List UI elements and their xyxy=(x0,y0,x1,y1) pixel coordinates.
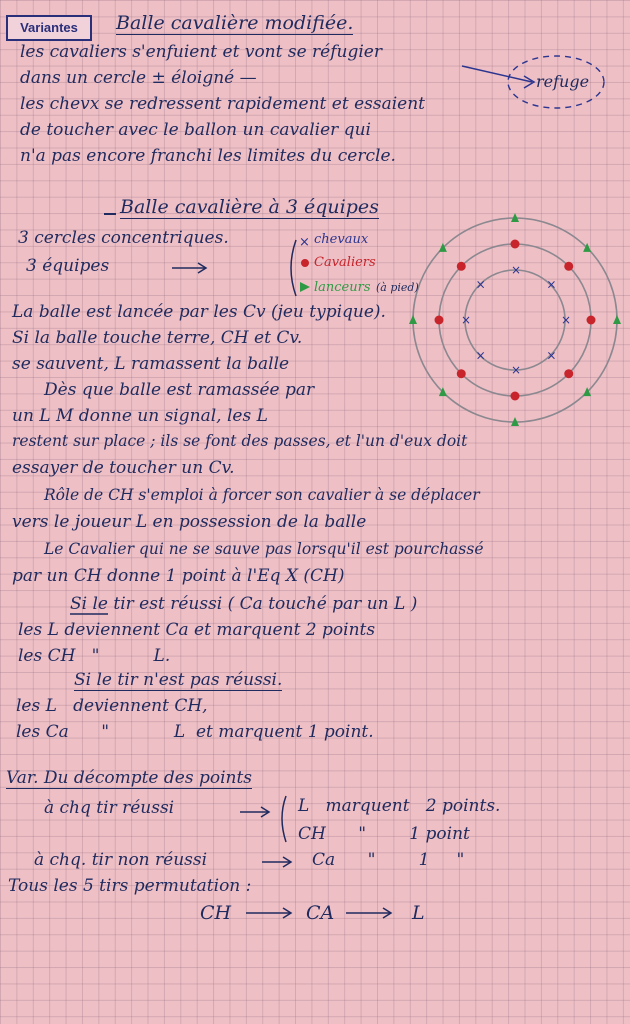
perm-item-3: L xyxy=(412,902,425,924)
scoring-bracket xyxy=(282,796,286,842)
cavalier-marker xyxy=(511,240,520,249)
cavalier-marker xyxy=(564,369,573,378)
legend-bracket xyxy=(291,240,296,296)
cavalier-marker xyxy=(564,262,573,271)
setup-line-1: 3 cercles concentriques. xyxy=(18,228,229,248)
rules-line-1: La balle est lancée par les Cv (jeu typique). xyxy=(12,302,386,322)
legend-cavaliers-symbol xyxy=(301,259,309,267)
rules-line-7: essayer de toucher un Cv. xyxy=(12,458,235,478)
cavalier-marker xyxy=(587,316,596,325)
perm-item-1: CH xyxy=(200,902,232,924)
failure-row-2: les Ca " L et marquent 1 point. xyxy=(16,722,374,742)
arrow-tir-reussi xyxy=(240,807,269,817)
section1-line-5: n'a pas encore franchi les limites du cercle. xyxy=(20,146,396,166)
section1-line-1: les cavaliers s'enfuient et vont se réfugier xyxy=(20,42,382,62)
cheval-marker: × xyxy=(546,277,557,292)
arrow-perm-2 xyxy=(346,908,391,918)
legend-lanceurs-symbol xyxy=(300,282,310,292)
cheval-marker: × xyxy=(461,313,472,327)
variantes-tag: Variantes xyxy=(6,15,92,41)
lanceur-marker xyxy=(409,315,417,324)
rules-line-9: vers le joueur L en possession de la balle xyxy=(12,512,367,532)
rules-line-8: Rôle de CH s'emploi à forcer son cavalier à se déplacer xyxy=(44,486,480,504)
rules-line-6: restent sur place ; ils se font des passes, et l'un d'eux doit xyxy=(12,432,468,450)
legend-chevaux-label: chevaux xyxy=(314,232,369,247)
scoring-row-3-right: Ca " 1 " xyxy=(312,850,465,870)
legend-lanceurs-note: (à pied) xyxy=(376,281,419,294)
arrow-perm-1 xyxy=(246,908,291,918)
failure-row-1: les L deviennent CH, xyxy=(16,696,208,716)
setup-line-2: 3 équipes xyxy=(26,256,110,276)
lanceur-marker xyxy=(613,315,621,324)
cheval-marker: × xyxy=(511,363,522,377)
scoring-row-1-right: L marquent 2 points. xyxy=(298,796,501,816)
success-heading: Si le tir est réussi ( Ca touché par un L ) xyxy=(70,594,418,614)
cheval-marker: × xyxy=(475,348,486,363)
cavalier-marker xyxy=(457,369,466,378)
legend-cavaliers-label: Cavaliers xyxy=(314,255,376,270)
success-row-1: les L deviennent Ca et marquent 2 points xyxy=(18,620,376,640)
rules-line-2: Si la balle touche terre, CH et Cv. xyxy=(12,328,303,348)
cavalier-marker xyxy=(435,316,444,325)
refuge-label: refuge xyxy=(536,72,590,91)
success-row-2: les CH " L. xyxy=(18,646,171,666)
rules-line-4: Dès que balle est ramassée par xyxy=(44,380,315,400)
perm-item-2: CA xyxy=(306,902,335,924)
section1-line-4: de toucher avec le ballon un cavalier qui xyxy=(20,120,371,140)
cheval-marker: × xyxy=(546,348,557,363)
section1-title: Balle cavalière modifiée. xyxy=(116,12,354,34)
failure-heading: Si le tir n'est pas réussi. xyxy=(74,670,283,690)
legend-chevaux-symbol: × xyxy=(299,235,310,250)
rules-line-3: se sauvent, L ramassent la balle xyxy=(12,354,290,374)
arrow-equipes xyxy=(172,263,206,273)
scoring-row-3-left: à chq. tir non réussi xyxy=(34,850,208,870)
scoring-row-2-right: CH " 1 point xyxy=(298,824,470,844)
section1-line-3: les chevx se redressent rapidement et essaient xyxy=(20,94,425,114)
scoring-row-1-left: à chq tir réussi xyxy=(44,798,175,818)
rules-line-10: Le Cavalier qui ne se sauve pas lorsqu'il est pourchassé xyxy=(44,540,484,558)
section2-title: Balle cavalière à 3 équipes xyxy=(120,196,379,218)
rules-line-5: un L M donne un signal, les L xyxy=(12,406,268,426)
diagram-markers xyxy=(409,213,621,426)
cavalier-marker xyxy=(457,262,466,271)
rules-line-11: par un CH donne 1 point à l'Eq X (CH) xyxy=(12,566,345,586)
scoring-heading: Var. Du décompte des points xyxy=(6,768,253,788)
cheval-marker: × xyxy=(511,263,522,277)
section1-line-2: dans un cercle ± éloigné — xyxy=(20,68,257,88)
cheval-marker: × xyxy=(475,277,486,292)
scoring-row-4: Tous les 5 tirs permutation : xyxy=(8,876,252,896)
legend-lanceurs-label: lanceurs xyxy=(314,280,371,295)
cheval-marker: × xyxy=(561,313,572,327)
cavalier-marker xyxy=(511,392,520,401)
arrow-tir-non-reussi xyxy=(262,857,291,867)
